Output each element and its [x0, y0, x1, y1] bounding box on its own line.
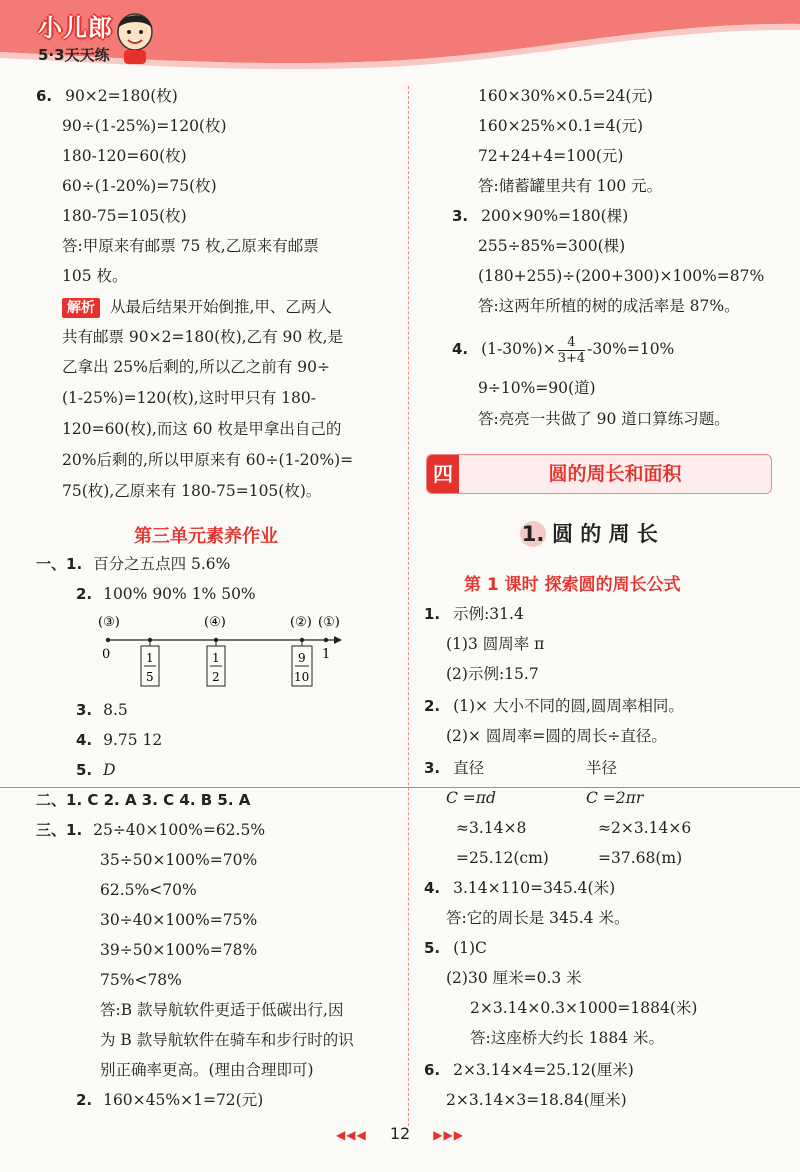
a3-result-left: =25.12(cm) [456, 849, 549, 867]
next-arrows-icon: ▶▶▶ [433, 1128, 464, 1142]
part3-q2: 2. 160×45%×1=72(元) [76, 1091, 264, 1109]
a3-formula-right: C =2πr [586, 789, 644, 807]
prev-arrows-icon: ◀◀◀ [336, 1128, 367, 1142]
a6-line-2: 2×3.14×3=18.84(厘米) [446, 1091, 627, 1109]
r-q4-line-2: 9÷10%=90(道) [478, 379, 596, 397]
a3-formula-left: C =πd [446, 789, 496, 807]
mascot-icon [112, 8, 158, 66]
q6-line-4: 60÷(1-20%)=75(枚) [62, 177, 217, 195]
part3-answer-3: 别正确率更高。(理由合理即可) [100, 1061, 314, 1079]
a5-line-3: 2×3.14×0.3×1000=1884(米) [470, 999, 698, 1017]
q6-answer-cont: 105 枚。 [62, 267, 128, 285]
q6-line-3: 180-120=60(枚) [62, 147, 187, 165]
analysis-line-7: 75(枚),乙原来有 180-75=105(枚)。 [62, 482, 322, 500]
series-name: 5·3天天练 [38, 46, 110, 64]
numberline-end: 1 [322, 647, 331, 662]
numberline-arrow [334, 636, 342, 644]
a3-step-left: ≈3.14×8 [456, 819, 527, 837]
unit3-title: 第三单元素养作业 [134, 526, 278, 547]
q6-answer: 答:甲原来有邮票 75 枚,乙原来有邮票 [62, 237, 319, 255]
brand-logo: 小儿郎 [38, 14, 113, 42]
part3-line-3: 62.5%<70% [100, 881, 197, 899]
a3-head-right: 半径 [586, 759, 618, 777]
part1-q4: 4. 9.75 12 [76, 731, 163, 749]
q6-line-2: 90÷(1-25%)=120(枚) [62, 117, 227, 135]
unit4-title: 圆的周长和面积 [548, 463, 682, 485]
svg-text:10: 10 [294, 670, 310, 684]
fraction: $\frac{4}{3+4}$ [557, 334, 586, 366]
a5-answer: 答:这座桥大约长 1884 米。 [470, 1029, 665, 1047]
a5-line-2: (2)30 厘米=0.3 米 [446, 969, 582, 987]
part3-line-5: 39÷50×100%=78% [100, 941, 258, 959]
analysis-line-5: 120=60(枚),而这 60 枚是甲拿出自己的 [62, 420, 342, 438]
unit4-banner [426, 454, 772, 494]
numberline-mark-3: (③) [98, 615, 120, 630]
r-q3-answer: 答:这两年所植的树的成活率是 87%。 [478, 297, 740, 315]
a3-result-right: =37.68(m) [598, 849, 683, 867]
part1-q1: 一、1. 百分之五点四 5.6% [36, 555, 231, 573]
svg-text:9: 9 [298, 651, 306, 665]
r-q3-line-3: (180+255)÷(200+300)×100%=87% [478, 267, 765, 285]
cont-line-3: 72+24+4=100(元) [478, 147, 624, 165]
part3-answer-2: 为 B 款导航软件在骑车和步行时的识 [100, 1031, 354, 1049]
part3-line-2: 35÷50×100%=70% [100, 851, 258, 869]
part2-answers: 二、1. C 2. A 3. C 4. B 5. A [36, 791, 251, 809]
column-divider [408, 86, 409, 1126]
unit4-number: 四 [427, 455, 459, 493]
a1-line-1: 1. 示例:31.4 [424, 605, 524, 623]
q6-number: 6. [36, 87, 53, 105]
cont-line-1: 160×30%×0.5=24(元) [478, 87, 653, 105]
a3-step-right: ≈2×3.14×6 [598, 819, 692, 837]
part3-line-1: 三、1. 25÷40×100%=62.5% [36, 821, 266, 839]
section-title: 1. 圆 的 周 长 [521, 522, 658, 546]
horizontal-rule [0, 787, 800, 788]
numberline-mark-4: (④) [204, 615, 226, 630]
section-number: 1. [521, 522, 545, 546]
analysis-line-6: 20%后剩的,所以甲原来有 60÷(1-20%)= [62, 451, 354, 469]
page-number: 12 [389, 1124, 411, 1143]
a3-head: 3. 直径 [424, 759, 485, 777]
a2-line-2: (2)× 圆周率=圆的周长÷直径。 [446, 727, 667, 745]
svg-text:1: 1 [212, 651, 220, 665]
part3-line-6: 75%<78% [100, 971, 182, 989]
analysis-line-2: 共有邮票 90×2=180(枚),乙有 90 枚,是 [62, 328, 344, 346]
svg-text:5: 5 [146, 670, 154, 684]
cont-answer: 答:储蓄罐里共有 100 元。 [478, 177, 663, 195]
numberline-start: 0 [102, 647, 111, 662]
part1-q2: 2. 100% 90% 1% 50% [76, 585, 256, 603]
part1-q5: 5. D [76, 761, 116, 779]
analysis-line-3: 乙拿出 25%后剩的,所以乙之前有 90÷ [62, 358, 330, 376]
part3-line-4: 30÷40×100%=75% [100, 911, 258, 929]
part3-answer-1: 答:B 款导航软件更适于低碳出行,因 [100, 1001, 344, 1019]
cont-line-2: 160×25%×0.1=4(元) [478, 117, 644, 135]
q6-line-5: 180-75=105(枚) [62, 207, 187, 225]
numberline-mark-1: (①) [318, 615, 340, 630]
r-q4-answer: 答:亮亮一共做了 90 道口算练习题。 [478, 410, 730, 428]
a5-line-1: 5. (1)C [424, 939, 487, 957]
a4-line-1: 4. 3.14×110=345.4(米) [424, 879, 616, 897]
a2-line-1: 2. (1)× 大小不同的圆,圆周率相同。 [424, 697, 684, 715]
a6-line-1: 6. 2×3.14×4=25.12(厘米) [424, 1061, 634, 1079]
analysis-tag: 解析 [62, 298, 100, 318]
page-footer [0, 1124, 800, 1143]
a4-answer: 答:它的周长是 345.4 米。 [446, 909, 630, 927]
numberline-mark-2: (②) [290, 615, 312, 630]
a1-line-2: (1)3 圆周率 π [446, 635, 545, 653]
q6-line-1: 6. 90×2=180(枚) [36, 87, 178, 105]
r-q3-line-2: 255÷85%=300(棵) [478, 237, 626, 255]
svg-text:2: 2 [212, 670, 220, 684]
analysis-line-1: 解析 从最后结果开始倒推,甲、乙两人 [62, 297, 332, 318]
number-line [90, 612, 360, 692]
analysis-line-4: (1-25%)=120(枚),这时甲只有 180- [62, 389, 316, 407]
a1-line-3: (2)示例:15.7 [446, 665, 539, 683]
svg-text:1: 1 [146, 651, 154, 665]
lesson-title: 第 1 课时 探索圆的周长公式 [464, 575, 681, 595]
part1-q3: 3. 8.5 [76, 701, 128, 719]
r-q4-line-1: 4. (1-30%)× $\frac{4}{3+4}$ -30%=10% [452, 334, 675, 366]
r-q3-line-1: 3. 200×90%=180(棵) [452, 207, 629, 225]
